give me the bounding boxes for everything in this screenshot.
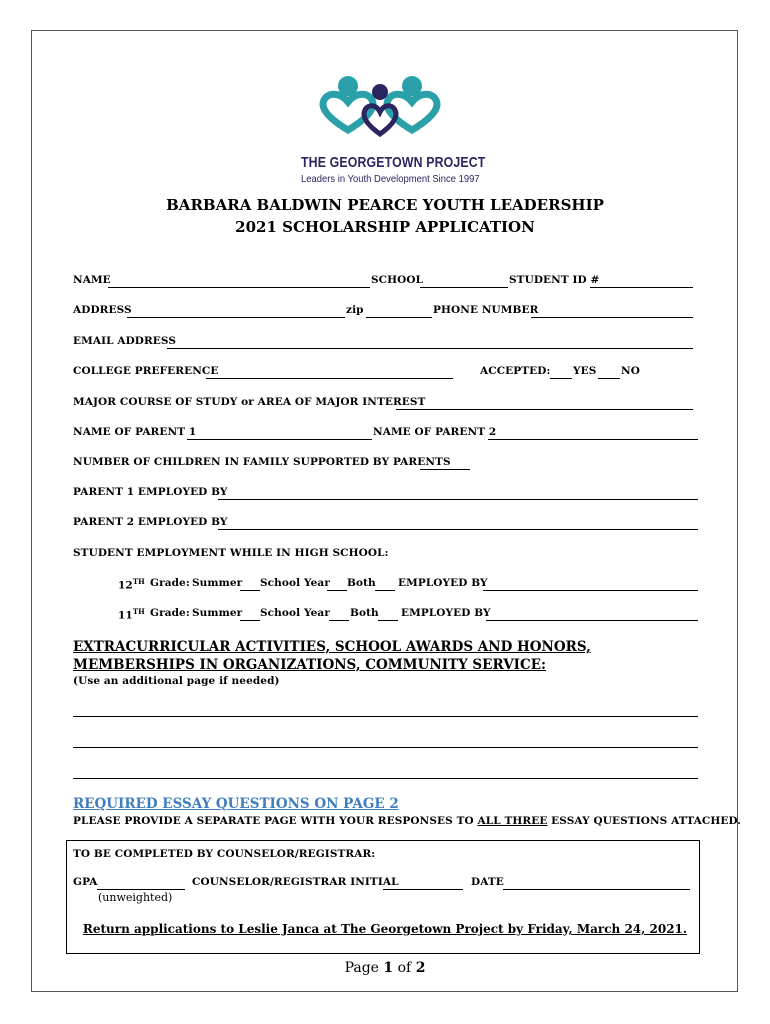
extracurricular-note: (Use an additional page if needed) <box>73 675 280 687</box>
unweighted-label: (unweighted) <box>98 891 173 904</box>
essay-heading: REQUIRED ESSAY QUESTIONS ON PAGE 2 <box>73 796 399 812</box>
yes-label: YES <box>573 365 597 377</box>
email-label: EMAIL ADDRESS <box>73 335 177 347</box>
grade11-both-field[interactable] <box>378 620 398 621</box>
name-field[interactable] <box>108 287 370 288</box>
extracurricular-line-3[interactable] <box>73 778 698 779</box>
page-number: Page 1 of 2 <box>344 960 426 976</box>
parent1-employed-label: PARENT 1 EMPLOYED BY <box>73 486 228 498</box>
zip-label: zip <box>346 304 364 316</box>
grade12-summer-field[interactable] <box>240 590 260 591</box>
date-field[interactable] <box>503 889 690 890</box>
parent2-employed-label: PARENT 2 EMPLOYED BY <box>73 516 228 528</box>
school-label: SCHOOL <box>371 274 424 286</box>
grade11-summer-field[interactable] <box>240 620 260 621</box>
grade12-number: 12TH <box>118 577 145 592</box>
children-label: NUMBER OF CHILDREN IN FAMILY SUPPORTED BY PARENTS <box>73 456 451 468</box>
extracurricular-heading: EXTRACURRICULAR ACTIVITIES, SCHOOL AWARDS AND HONORS, MEMBERSHIPS IN ORGANIZATIONS, COMMUNITY SERVICE: <box>73 639 591 673</box>
counselor-initial-label: COUNSELOR/REGISTRAR INITIAL <box>192 876 399 888</box>
college-field[interactable] <box>206 378 453 379</box>
grade12-employed-label: EMPLOYED BY <box>398 577 488 589</box>
grade11-summer-label: Summer <box>192 607 243 619</box>
address-field[interactable] <box>127 317 345 318</box>
grade12-grade-label: Grade: <box>150 577 190 589</box>
grade12-summer-label: Summer <box>192 577 243 589</box>
grade11-grade-label: Grade: <box>150 607 190 619</box>
school-field[interactable] <box>420 287 508 288</box>
name-label: NAME <box>73 274 111 286</box>
grade11-school-year-field[interactable] <box>329 620 349 621</box>
student-employment-label: STUDENT EMPLOYMENT WHILE IN HIGH SCHOOL: <box>73 547 389 559</box>
student-id-label: STUDENT ID # <box>509 274 600 286</box>
grade12-both-field[interactable] <box>375 590 395 591</box>
grade12-school-year-field[interactable] <box>327 590 347 591</box>
return-note: Return applications to Leslie Janca at The Georgetown Project by Friday, March 24, 2021. <box>82 922 688 936</box>
parent1-employed-field[interactable] <box>218 499 698 500</box>
grade11-both-label: Both <box>350 607 379 619</box>
accepted-no-field[interactable] <box>598 378 620 379</box>
grade11-employed-label: EMPLOYED BY <box>401 607 491 619</box>
grade11-school-year-label: School Year <box>260 607 330 619</box>
grade11-number: 11TH <box>118 607 145 622</box>
extracurricular-line-1[interactable] <box>73 716 698 717</box>
counselor-initial-field[interactable] <box>383 889 463 890</box>
accepted-yes-field[interactable] <box>550 378 572 379</box>
parent2-employed-field[interactable] <box>218 529 698 530</box>
date-label: DATE <box>471 876 504 888</box>
zip-field[interactable] <box>366 317 432 318</box>
grade11-employed-field[interactable] <box>486 620 698 621</box>
gpa-label: GPA <box>73 876 98 888</box>
phone-label: PHONE NUMBER <box>433 304 539 316</box>
extracurricular-line-2[interactable] <box>73 747 698 748</box>
organization-tagline: Leaders in Youth Development Since 1997 <box>301 173 480 185</box>
parent1-name-field[interactable] <box>187 439 372 440</box>
form-title-line2: 2021 SCHOLARSHIP APPLICATION <box>235 218 535 236</box>
parent2-name-field[interactable] <box>488 439 698 440</box>
form-title-line1: BARBARA BALDWIN PEARCE YOUTH LEADERSHIP <box>166 196 604 214</box>
student-id-field[interactable] <box>590 287 693 288</box>
grade12-both-label: Both <box>347 577 376 589</box>
email-field[interactable] <box>167 348 693 349</box>
address-label: ADDRESS <box>73 304 132 316</box>
counselor-heading: TO BE COMPLETED BY COUNSELOR/REGISTRAR: <box>73 848 376 860</box>
gpa-field[interactable] <box>97 889 185 890</box>
essay-instruction: PLEASE PROVIDE A SEPARATE PAGE WITH YOUR RESPONSES TO ALL THREE ESSAY QUESTIONS ATTACHED. <box>73 815 742 827</box>
children-field[interactable] <box>420 469 470 470</box>
major-field[interactable] <box>396 409 693 410</box>
major-label: MAJOR COURSE OF STUDY or AREA OF MAJOR INTEREST <box>73 396 426 408</box>
no-label: NO <box>621 365 640 377</box>
grade12-employed-field[interactable] <box>483 590 698 591</box>
parent1-name-label: NAME OF PARENT 1 <box>73 426 197 438</box>
parent2-name-label: NAME OF PARENT 2 <box>373 426 497 438</box>
college-label: COLLEGE PREFERENCE <box>73 365 219 377</box>
grade12-school-year-label: School Year <box>260 577 330 589</box>
organization-name: THE GEORGETOWN PROJECT <box>301 154 486 171</box>
accepted-label: ACCEPTED: <box>480 365 551 377</box>
phone-field[interactable] <box>531 317 693 318</box>
